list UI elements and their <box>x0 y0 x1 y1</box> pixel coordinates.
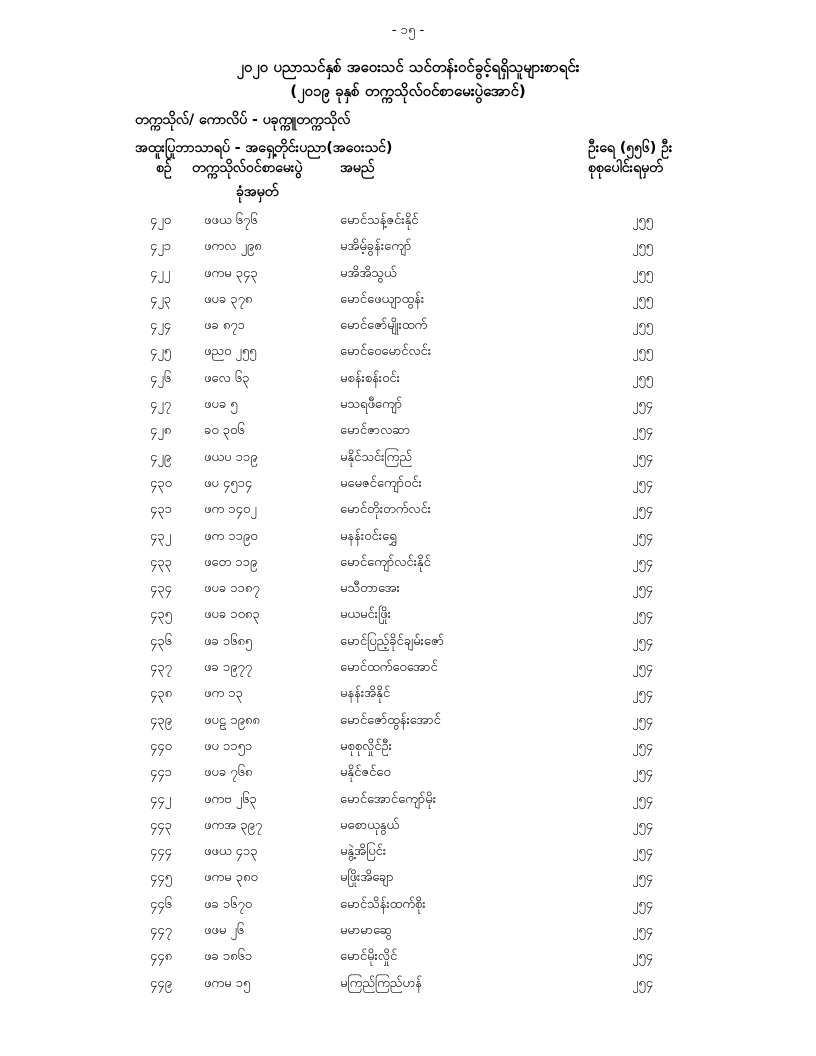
student-name: မဖြိုးအိချော <box>340 870 394 886</box>
row-number: ၄၄၂ <box>150 791 172 807</box>
roll-number: ဖကမ ၃၄၃ <box>204 265 258 281</box>
row-number: ၄၄၇ <box>150 923 172 939</box>
row-number: ၄၂၄ <box>150 318 172 334</box>
total-marks: ၂၅၄ <box>632 607 654 623</box>
table-row <box>0 760 816 786</box>
table-row <box>0 813 816 839</box>
table-row <box>0 392 816 418</box>
row-number: ၄၂၀ <box>150 213 172 228</box>
row-number: ၄၄၆ <box>150 896 172 912</box>
total-marks: ၂၅၄ <box>632 738 654 754</box>
roll-number: ဖပခ ၁၁၈၇ <box>204 581 260 597</box>
total-marks: ၂၅၄ <box>632 423 654 439</box>
table-row <box>0 445 816 471</box>
total-marks: ၂၅၄ <box>632 949 654 965</box>
student-name: မမေဇင်ကျော်ဝင်း <box>340 475 422 491</box>
row-number: ၄၃၀ <box>150 475 172 491</box>
student-name: မောင်ဇော်ထွန်းအောင် <box>340 712 441 728</box>
student-name: မနွဲ့အိပြင်း <box>340 844 387 860</box>
roll-number: ဖဖယ ၆၇၆ <box>204 213 258 228</box>
row-number: ၄၃၈ <box>150 686 173 702</box>
row-number: ၄၃၂ <box>150 528 172 544</box>
row-number: ၄၄၈ <box>150 949 173 965</box>
row-number: ၄၃၄ <box>150 581 172 597</box>
header-marks: စုစုပေါင်းရမှတ် <box>588 160 663 176</box>
student-name: မအိအိသွယ် <box>340 265 397 281</box>
row-number: ၄၄၉ <box>150 975 172 991</box>
roll-number: ဖခ ၁၆၈၅ <box>204 633 253 649</box>
student-name: မောင်သန့်ဇင်းနိုင် <box>340 213 419 228</box>
table-row <box>0 602 816 628</box>
table-row <box>0 471 816 497</box>
student-name: မောင်ကျော်လင်းနိုင် <box>340 554 431 570</box>
table-row <box>0 550 816 576</box>
student-name: မောင်သိန်းထက်စိုး <box>340 896 426 912</box>
subject-line: အထူးပြုဘာသာရပ် - အရှေ့တိုင်းပညာ(အဝေးသင်) <box>135 140 393 156</box>
roll-number: ဖကဗ ၂၆၃ <box>204 791 257 807</box>
roll-number: ဖပခ ၅ <box>204 397 238 413</box>
header-roll: တက္ကသိုလ်ဝင်စာမေးပွဲ <box>192 160 303 176</box>
roll-number: ဖကမ ၁၅ <box>204 975 251 991</box>
table-row <box>0 339 816 365</box>
row-number: ၄၃၅ <box>150 607 172 623</box>
roll-number: ဖဖယ ၄၁၃ <box>204 844 258 860</box>
table-row <box>0 787 816 813</box>
table-row <box>0 892 816 918</box>
total-marks: ၂၅၄ <box>632 633 654 649</box>
student-name: မနိုင်သင်းကြည် <box>340 449 412 465</box>
roll-number: ခဝ ၃၀၆ <box>204 423 245 439</box>
student-name: မသရဖီကျော် <box>340 397 403 413</box>
student-name: မကြည်ကြည်ဟန် <box>340 975 422 991</box>
row-number: ၄၃၆ <box>150 633 172 649</box>
roll-number: ဖယပ ၁၁၉ <box>204 449 258 465</box>
roll-number: ဖက ၁၄၀၂ <box>204 502 257 518</box>
row-number: ၄၂၆ <box>150 370 172 386</box>
table-row <box>0 234 816 260</box>
student-name: မောင်ဇာလဆာ <box>340 423 411 439</box>
student-name: မယမင်းဖြိုး <box>340 607 391 623</box>
table-row <box>0 208 816 234</box>
roll-number: ဖခ ၈၇၁ <box>204 318 245 334</box>
table-row <box>0 418 816 444</box>
total-marks: ၂၅၄ <box>632 554 654 570</box>
total-marks: ၂၅၄ <box>632 502 654 518</box>
student-name: မနန်းဝင်းရွှေ <box>340 528 397 544</box>
roll-number: ဖပ ၄၅၁၄ <box>204 475 253 491</box>
table-row <box>0 681 816 707</box>
total-marks: ၂၅၄ <box>632 660 654 676</box>
table-row <box>0 261 816 287</box>
total-marks: ၂၅၅ <box>632 370 654 386</box>
table-row <box>0 734 816 760</box>
row-number: ၄၄၀ <box>150 738 172 754</box>
table-row <box>0 524 816 550</box>
student-name: မနိုင်ဇင်ဝေ <box>340 765 391 781</box>
total-marks: ၂၅၅ <box>632 213 654 228</box>
table-row <box>0 655 816 681</box>
table-row <box>0 971 816 997</box>
row-number: ၄၂၃ <box>150 291 172 307</box>
student-name: မစုစုလှိုင်ဦး <box>340 738 392 754</box>
total-marks: ၂၅၄ <box>632 581 654 597</box>
student-name: မအိမ့်ခွန်းကျော် <box>340 239 412 255</box>
table-row <box>0 708 816 734</box>
student-name: မောင်တိုးတက်လင်း <box>340 502 432 518</box>
roll-number: ဖခ ၁၉၇၇ <box>204 660 253 676</box>
roll-number: ဖညဝ ၂၅၅ <box>204 344 257 360</box>
total-marks: ၂၅၄ <box>632 791 654 807</box>
row-number: ၄၂၉ <box>150 449 172 465</box>
student-name: မောင်အောင်ကျော်မိုး <box>340 791 436 807</box>
table-row <box>0 944 816 970</box>
row-number: ၄၄၄ <box>150 844 172 860</box>
roll-number: ဖက ၁၁၉၀ <box>204 528 258 544</box>
student-name: မောင်ပြည့်ခိုင်ချမ်းဇော် <box>340 633 444 649</box>
row-number: ၄၂၁ <box>150 239 172 255</box>
total-marks: ၂၅၅ <box>632 265 654 281</box>
student-name: မောင်ထက်ဝေအောင် <box>340 660 438 676</box>
student-name: မနန်းအိနိုင် <box>340 686 391 702</box>
total-marks: ၂၅၄ <box>632 844 654 860</box>
table-row <box>0 629 816 655</box>
total-marks: ၂၅၅ <box>632 318 654 334</box>
row-number: ၄၃၇ <box>150 660 172 676</box>
header-name: အမည် <box>340 160 375 176</box>
total-marks: ၂၅၅ <box>632 344 654 360</box>
roll-number: ဖပ ၁၁၅၁ <box>204 738 253 754</box>
roll-number: ဖခ ၁၆၇၀ <box>204 896 253 912</box>
row-number: ၄၃၉ <box>150 712 172 728</box>
roll-number: ဖခ ၁၈၆၁ <box>204 949 253 965</box>
total-marks: ၂၅၄ <box>632 765 654 781</box>
student-name: မမာမာဆွေ <box>340 923 393 939</box>
roll-number: ဖပခ ၃၇၈ <box>204 291 253 307</box>
roll-number: ဖပခ ၇၆၈ <box>204 765 253 781</box>
student-name: မောင်မိုးလှိုင် <box>340 949 398 965</box>
table-row <box>0 497 816 523</box>
page-number: - ၁၅ - <box>391 23 425 38</box>
table-row <box>0 918 816 944</box>
total-marks: ၂၅၄ <box>632 397 654 413</box>
university-line: တက္ကသိုလ်/ ကောလိပ် - ပခုက္ကူတက္ကသိုလ် <box>135 112 351 128</box>
results-table <box>0 208 816 997</box>
roll-number: ဖက ၁၃ <box>204 686 243 702</box>
table-row <box>0 839 816 865</box>
roll-number: ဖကလ ၂၉၈ <box>204 239 262 255</box>
student-name: မောင်ဖေယျာထွန်း <box>340 291 425 307</box>
count-label: ဦးရေ (၅၅၆) ဦး <box>588 140 673 156</box>
row-number: ၄၂၈ <box>150 423 172 439</box>
total-marks: ၂၅၄ <box>632 817 654 833</box>
total-marks: ၂၅၄ <box>632 686 654 702</box>
row-number: ၄၃၃ <box>150 554 172 570</box>
row-number: ၄၄၅ <box>150 870 172 886</box>
row-number: ၄၄၁ <box>150 765 172 781</box>
row-number: ၄၂၇ <box>150 397 172 413</box>
table-row <box>0 313 816 339</box>
table-row <box>0 287 816 313</box>
roll-number: ဖဖမ ၂၆ <box>204 923 245 939</box>
roll-number: ဖပခ ၁၀၈၃ <box>204 607 260 623</box>
total-marks: ၂၅၄ <box>632 896 654 912</box>
roll-number: ဖပဠ ၁၉၈၈ <box>204 712 260 728</box>
row-number: ၄၂၅ <box>150 344 172 360</box>
total-marks: ၂၅၄ <box>632 449 654 465</box>
roll-number: ဖတေ ၁၁၉ <box>204 554 258 570</box>
row-number: ၄၃၁ <box>150 502 172 518</box>
total-marks: ၂၅၅ <box>632 291 654 307</box>
total-marks: ၂၅၄ <box>632 975 654 991</box>
document-subtitle: (၂၀၁၉ ခုနှစ် တက္ကသိုလ်ဝင်စာမေးပွဲအောင်) <box>290 82 526 100</box>
total-marks: ၂၅၄ <box>632 870 654 886</box>
table-row <box>0 865 816 891</box>
header-roll-line2: ခုံအမှတ် <box>236 184 279 200</box>
document-title: ၂၀၂၀ ပညာသင်နှစ် အဝေးသင် သင်တန်းဝင်ခွင့်ရရှိသူများစာရင်း <box>236 58 580 76</box>
student-name: မသီတာအေး <box>340 581 400 597</box>
student-name: မောင်ဇော်မျိုးထက် <box>340 318 428 334</box>
student-name: မစောယုနွယ် <box>340 817 400 833</box>
total-marks: ၂၅၄ <box>632 528 654 544</box>
total-marks: ၂၅၅ <box>632 239 654 255</box>
student-name: မောင်ဝေမောင်လင်း <box>340 344 432 360</box>
table-row <box>0 366 816 392</box>
roll-number: ဖကမ ၃၈၀ <box>204 870 258 886</box>
total-marks: ၂၅၄ <box>632 712 654 728</box>
total-marks: ၂၅၄ <box>632 923 654 939</box>
roll-number: ဖလေ ၆၃ <box>204 370 250 386</box>
row-number: ၄၄၃ <box>150 817 172 833</box>
header-no: စဉ် <box>156 160 172 176</box>
roll-number: ဖကအ ၃၉၇ <box>204 817 263 833</box>
row-number: ၄၂၂ <box>150 265 171 281</box>
table-row <box>0 576 816 602</box>
student-name: မစန်းစန်းဝင်း <box>340 370 400 386</box>
total-marks: ၂၅၄ <box>632 475 654 491</box>
